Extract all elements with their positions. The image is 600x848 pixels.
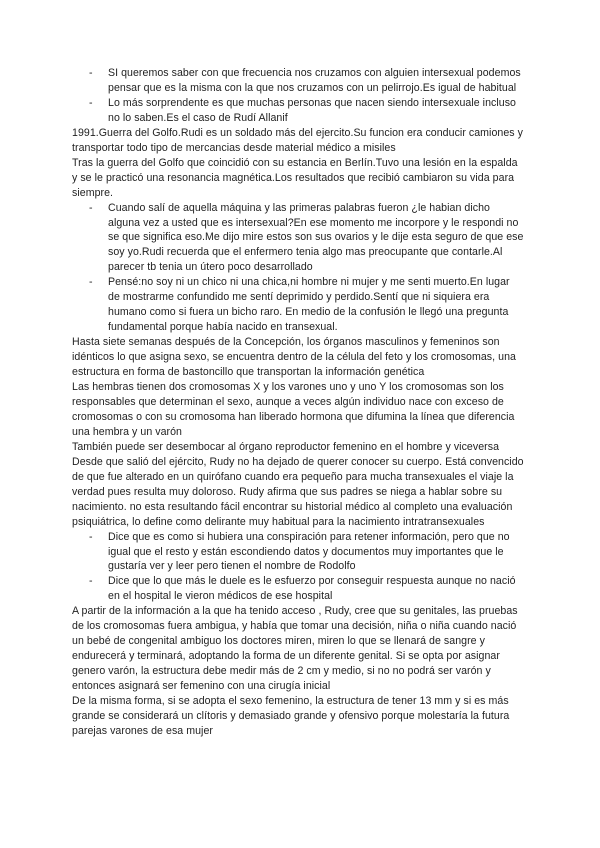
bullet-dash: - [89,276,93,289]
paragraph: Hasta siete semanas después de la Concepción, los órganos masculinos y femeninos son idénticos lo que asigna sexo, se encuentra dentro de la célula del feto y los cromosomas, una estructura en forma de bastoncillo que transportan la información genética [72,336,516,379]
bullet-text: Cuando salí de aquella máquina y las primeras palabras fueron ¿le habian dicho alguna vez a usted que es intersexual?En ese momento me incorpore y le respondi no se que significa eso.Me dijo mire estos son sus ovarios y le dije esta seguro de que ese soy yo.Rudi recuerda que el enfermero tenia algo mas preocupante que contarle.Al parecer tb tenia un útero poco desarrollado [108,201,524,274]
paragraph: De la misma forma, si se adopta el sexo femenino, la estructura de tener 13 mm y si es más grande se considerará un clítoris y demasiado grande y ofensivo porque molestaría la futura parejas varones de esa mujer [72,695,510,737]
bullet-dash: - [89,201,93,214]
bullet-dash: - [89,530,93,543]
bullet-item [72,530,524,575]
paragraph: A partir de la información a la que ha tenido acceso , Rudy, cree que su genitales, las pruebas de los cromosomas fuera ambigua, y había que tomar una decisión, niña o niña cuando nació un bebé de congenital ambiguo los doctores miren, miren lo que se llenará de sangre y endurecerá y terminará, adoptando la forma de un diferente genital. Si se opta por asignar genero varón, la estructura debe medir más de 2 cm y medio, si no no podrá ser varón y entonces asignará ser femenino con una cirugía inicial [72,605,518,693]
bullet-item [72,66,524,96]
bullet-dash: - [89,96,93,109]
paragraph: 1991.Guerra del Golfo.Rudi es un soldado más del ejercito.Su funcion era conducir camiones y transportar todo tipo de mercancias desde material médico a misiles [72,126,523,154]
bullet-text: Dice que es como si hubiera una conspiración para retener información, pero que no igual que el resto y están escondiendo datos y documentos muy importantes que le gustaría ver y leer pero tienen el nombre de Rodolfo [108,530,510,573]
bullet-item [72,574,524,604]
bullet-dash: - [89,67,93,79]
paragraph: También puede ser desembocar al órgano reproductor femenino en el hombre y viceversa [72,440,500,453]
bullet-text: Lo más sorprendente es que muchas personas que nacen siendo intersexuale incluso no lo saben.Es el caso de Rudí Allanif [108,96,516,124]
bullet-text: SI queremos saber con que frecuencia nos cruzamos con alguien intersexual podemos pensar que es la misma con la que nos cruzamos con un pelirrojo.Es igual de habitual [108,67,521,94]
bullet-text: Dice que lo que más le duele es le esfuerzo por conseguir respuesta aunque no nació en el hospital le vieron médicos de ese hospital [108,575,516,603]
bullet-dash: - [89,575,93,588]
bullet-item [72,201,524,276]
paragraph: Tras la guerra del Golfo que coincidió con su estancia en Berlín.Tuvo una lesión en la espalda y se le practicó una resonancia magnética.Los resultados que recibió cambiaron su vida para siempre. [72,156,518,199]
paragraph: Las hembras tienen dos cromosomas X y los varones uno y uno Y los cromosomas son los responsables que determinan el sexo, aunque a veces algún individuo nace con exceso de cromosomas o con su cromosoma han liberado hormona que difumina la línea que diferencia una hembra y un varón [72,381,515,438]
bullet-item [72,96,524,126]
bullet-text: Pensé:no soy ni un chico ni una chica,ni hombre ni mujer y me senti muerto.En lugar de mostrarme confundido me sentí deprimido y perdido.Sentí que ni siquiera era humano como si fuera un bicho raro. En medio de la confusión le llegó una pregunta fundamental porque había nacido en transexual. [108,276,510,334]
bullet-item [72,275,524,335]
paragraph: Desde que salió del ejército, Rudy no ha dejado de querer conocer su cuerpo. Está convencido de que fue alterado en un quirófano cuando era pequeño para mucha transexuales el viaje la verdad pues resulta muy doloroso. Rudy afirma que sus padres se niega a hablar sobre su nacimiento. no esta resultando fácil encontrar su historial médico al completo una evaluación psiquiátrica, lo define como delirante muy habitual para la nacimiento intratransexuales [72,455,524,528]
document-body [72,66,524,739]
